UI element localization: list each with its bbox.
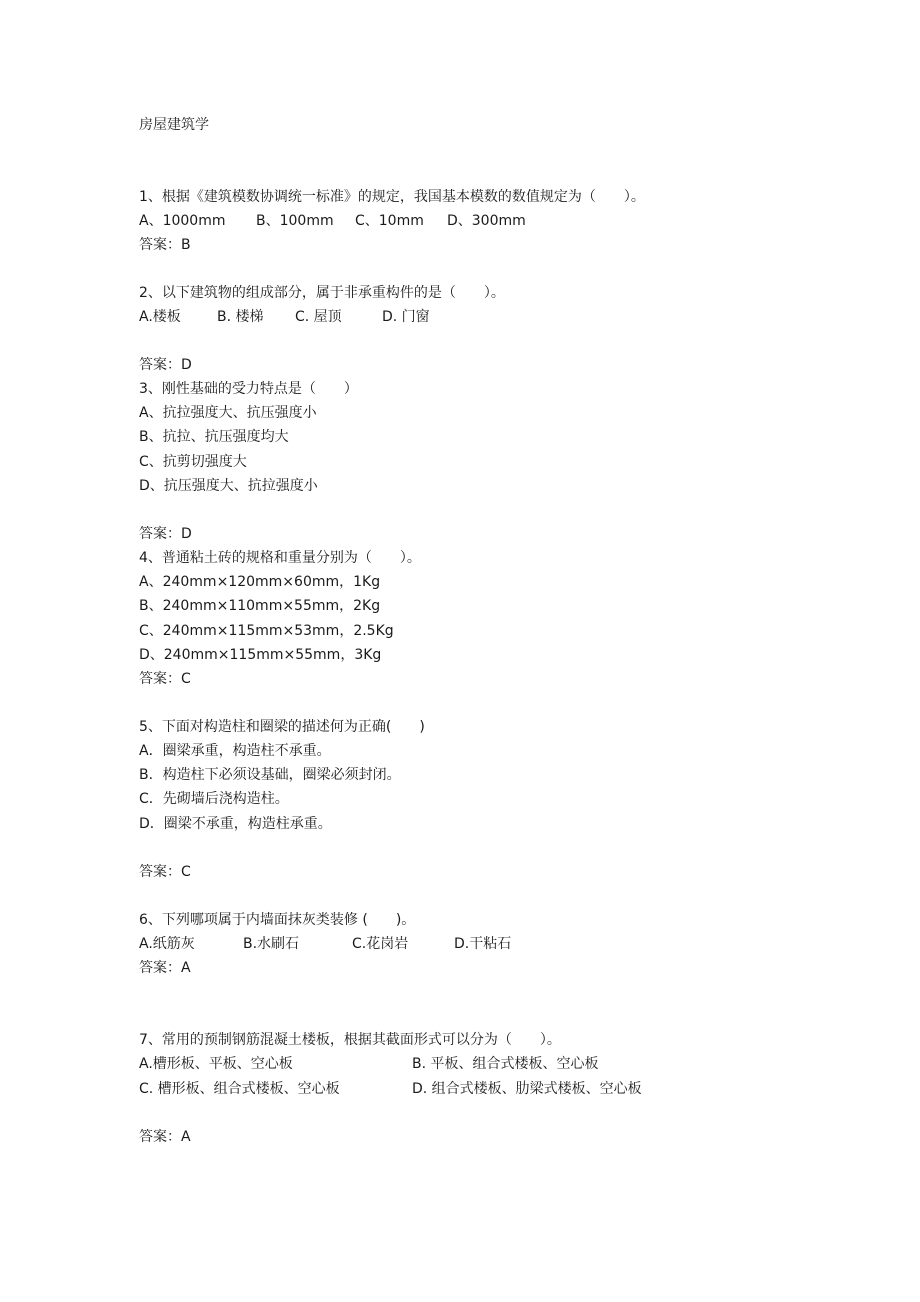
answer: 答案：A	[139, 1129, 191, 1145]
answer: 答案：C	[139, 864, 191, 880]
option-a: A、240mm×120mm×60mm，1Kg	[139, 574, 381, 590]
option-b: B. 平板、组合式楼板、空心板	[412, 1056, 599, 1072]
option-b: B、240mm×110mm×55mm，2Kg	[139, 598, 381, 614]
option-d: D. 门窗	[382, 309, 430, 325]
document-title: 房屋建筑学	[139, 117, 209, 133]
question-stem: 1、根据《建筑模数协调统一标准》的规定，我国基本模数的数值规定为（ ）。	[139, 189, 645, 205]
option-c: C、240mm×115mm×53mm，2.5Kg	[139, 623, 394, 639]
option-a: A．圈梁承重，构造柱不承重。	[139, 743, 331, 759]
option-c: C、10mm	[355, 213, 424, 229]
option-d: D．圈梁不承重，构造柱承重。	[139, 816, 332, 832]
question-stem: 6、下列哪项属于内墙面抹灰类装修 ( )。	[139, 912, 416, 928]
option-b: B、100mm	[256, 213, 334, 229]
option-a: A.纸筋灰	[139, 936, 195, 952]
answer: 答案：D	[139, 526, 192, 542]
question-stem: 5、下面对构造柱和圈梁的描述何为正确( )	[139, 719, 425, 735]
option-d: D.干粘石	[454, 936, 512, 952]
option-a: A、1000mm	[139, 213, 226, 229]
option-a: A.槽形板、平板、空心板	[139, 1056, 293, 1072]
question-stem: 2、以下建筑物的组成部分，属于非承重构件的是（ ）。	[139, 285, 505, 301]
option-c: C. 屋顶	[295, 309, 342, 325]
option-b: B．构造柱下必须设基础，圈梁必须封闭。	[139, 767, 401, 783]
option-b: B.水刷石	[243, 936, 300, 952]
option-c: C. 槽形板、组合式楼板、空心板	[139, 1081, 340, 1097]
option-d: D、抗压强度大、抗拉强度小	[139, 478, 318, 494]
option-a: A.楼板	[139, 309, 181, 325]
option-c: C、抗剪切强度大	[139, 454, 247, 470]
answer: 答案：C	[139, 671, 191, 687]
question-stem: 4、普通粘土砖的规格和重量分别为（ ）。	[139, 550, 421, 566]
question-stem: 7、常用的预制钢筋混凝土楼板，根据其截面形式可以分为（ ）。	[139, 1032, 561, 1048]
option-d: D、300mm	[447, 213, 526, 229]
answer: 答案：B	[139, 237, 191, 253]
option-a: A、抗拉强度大、抗压强度小	[139, 405, 317, 421]
option-b: B. 楼梯	[217, 309, 264, 325]
question-stem: 3、刚性基础的受力特点是（ ）	[139, 381, 358, 397]
option-d: D、240mm×115mm×55mm，3Kg	[139, 647, 382, 663]
option-d: D. 组合式楼板、肋梁式楼板、空心板	[412, 1081, 642, 1097]
option-b: B、抗拉、抗压强度均大	[139, 429, 289, 445]
option-c: C．先砌墙后浇构造柱。	[139, 791, 289, 807]
answer: 答案：A	[139, 960, 191, 976]
option-c: C.花岗岩	[352, 936, 409, 952]
answer: 答案：D	[139, 357, 192, 373]
